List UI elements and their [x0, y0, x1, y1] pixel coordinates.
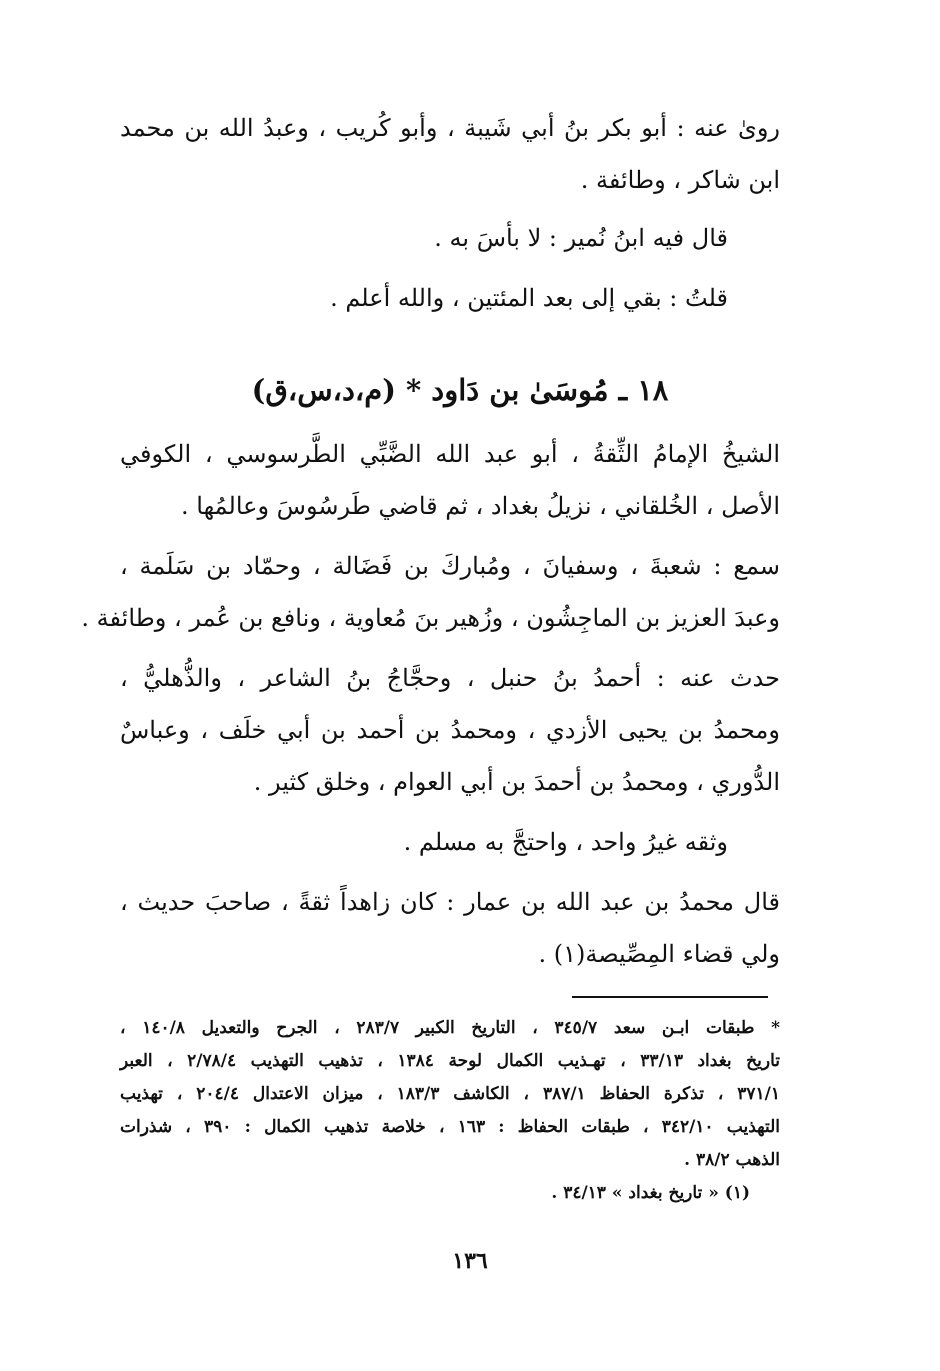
paragraph-trusted	[120, 816, 780, 868]
text-line: قلتُ : بقي إلى بعد المئتين ، والله أعلم .	[330, 284, 728, 312]
text-line: ومحمدُ بن يحيى الأزدي ، ومحمدُ بن أحمد بن أبي خلَف ، وعباسٌ	[120, 716, 780, 744]
top-section	[120, 102, 780, 324]
text-line: حدث عنه : أحمدُ بنُ حنبل ، وحجَّاجُ بنُ الشاعر ، والذُّهليُّ ،	[120, 664, 780, 692]
text-line: قال فيه ابنُ نُمير : لا بأسَ به .	[434, 224, 728, 252]
footnote-line: (١) « تاريخ بغداد » ٣٤/١٣ .	[551, 1183, 750, 1203]
text-line: سمع : شعبةَ ، وسفيانَ ، ومُباركَ بن فَضَالة ، وحمّاد بن سَلَمة ،	[120, 552, 780, 580]
paragraph-ibn-numayr	[120, 212, 780, 264]
paragraph-narrators	[120, 102, 780, 206]
page-number: ١٣٦	[452, 1248, 488, 1274]
paragraph-heard-from	[81, 540, 780, 644]
text-line: وعبدَ العزيز بن الماجِشُون ، وزُهير بنَ مُعاوية ، ونافع بن عُمر ، وطائفة .	[81, 604, 780, 632]
footnote-line: * طبقات ابـن سعد ٣٤٥/٧ ، التاريخ الكبير ٢٨٣/٧ ، الجرح والتعديل ١٤٠/٨ ،	[120, 1018, 780, 1038]
footnote-separator	[572, 996, 768, 998]
text-line: الأصل ، الخُلقاني ، نزيلُ بغداد ، ثم قاضي طَرسُوسَ وعالمُها .	[181, 492, 780, 520]
footnote-line: الذهب ٣٨/٢ .	[684, 1150, 780, 1170]
footnote-line: تاريخ بغداد ٣٣/١٣ ، تهـذيب الكمال لوحة ١٣٨٤ ، تذهيب التهذيب ٢/٧٨/٤ ، العبر	[120, 1051, 780, 1071]
entry-body	[81, 428, 780, 980]
text-line: الدُّوري ، ومحمدُ بن أحمدَ بن أبي العوام ، وخلق كثير .	[253, 768, 780, 796]
footnote-line: التهذيب ٣٤٢/١٠ ، طبقات الحفاظ : ١٦٣ ، خلاصة تذهيب الكمال : ٣٩٠ ، شذرات	[120, 1117, 780, 1137]
paragraph-note	[120, 272, 780, 324]
entry-heading: ١٨ ـ مُوسَىٰ بن دَاود * (م،د،س،ق)	[251, 373, 669, 407]
paragraph-title	[120, 428, 780, 532]
text-line: الشيخُ الإمامُ الثِّقةُ ، أبو عبد الله الضَّبِّي الطَّرسوسي ، الكوفي	[120, 440, 780, 468]
text-line: ابن شاكر ، وطائفة .	[580, 166, 780, 194]
text-line: ولي قضاء المِصِّيصة(١) .	[538, 940, 780, 968]
text-line: روىٰ عنه : أبو بكر بنُ أبي شَيبة ، وأبو كُريب ، وعبدُ الله بن محمد	[120, 114, 780, 142]
text-line: وثقه غيرُ واحد ، واحتجَّ به مسلم .	[403, 828, 728, 856]
paragraph-narrated-by	[120, 652, 780, 808]
text-line: قال محمدُ بن عبد الله بن عمار : كان زاهداً ثقةً ، صاحبَ حديث ،	[120, 888, 780, 916]
footnotes	[120, 1012, 780, 1210]
paragraph-ibn-ammar	[120, 876, 780, 980]
footnote-line: ٣٧١/١ ، تذكرة الحفاظ ٣٨٧/١ ، الكاشف ١٨٣/٣ ، ميزان الاعتدال ٢٠٤/٤ ، تهذيب	[120, 1084, 780, 1104]
